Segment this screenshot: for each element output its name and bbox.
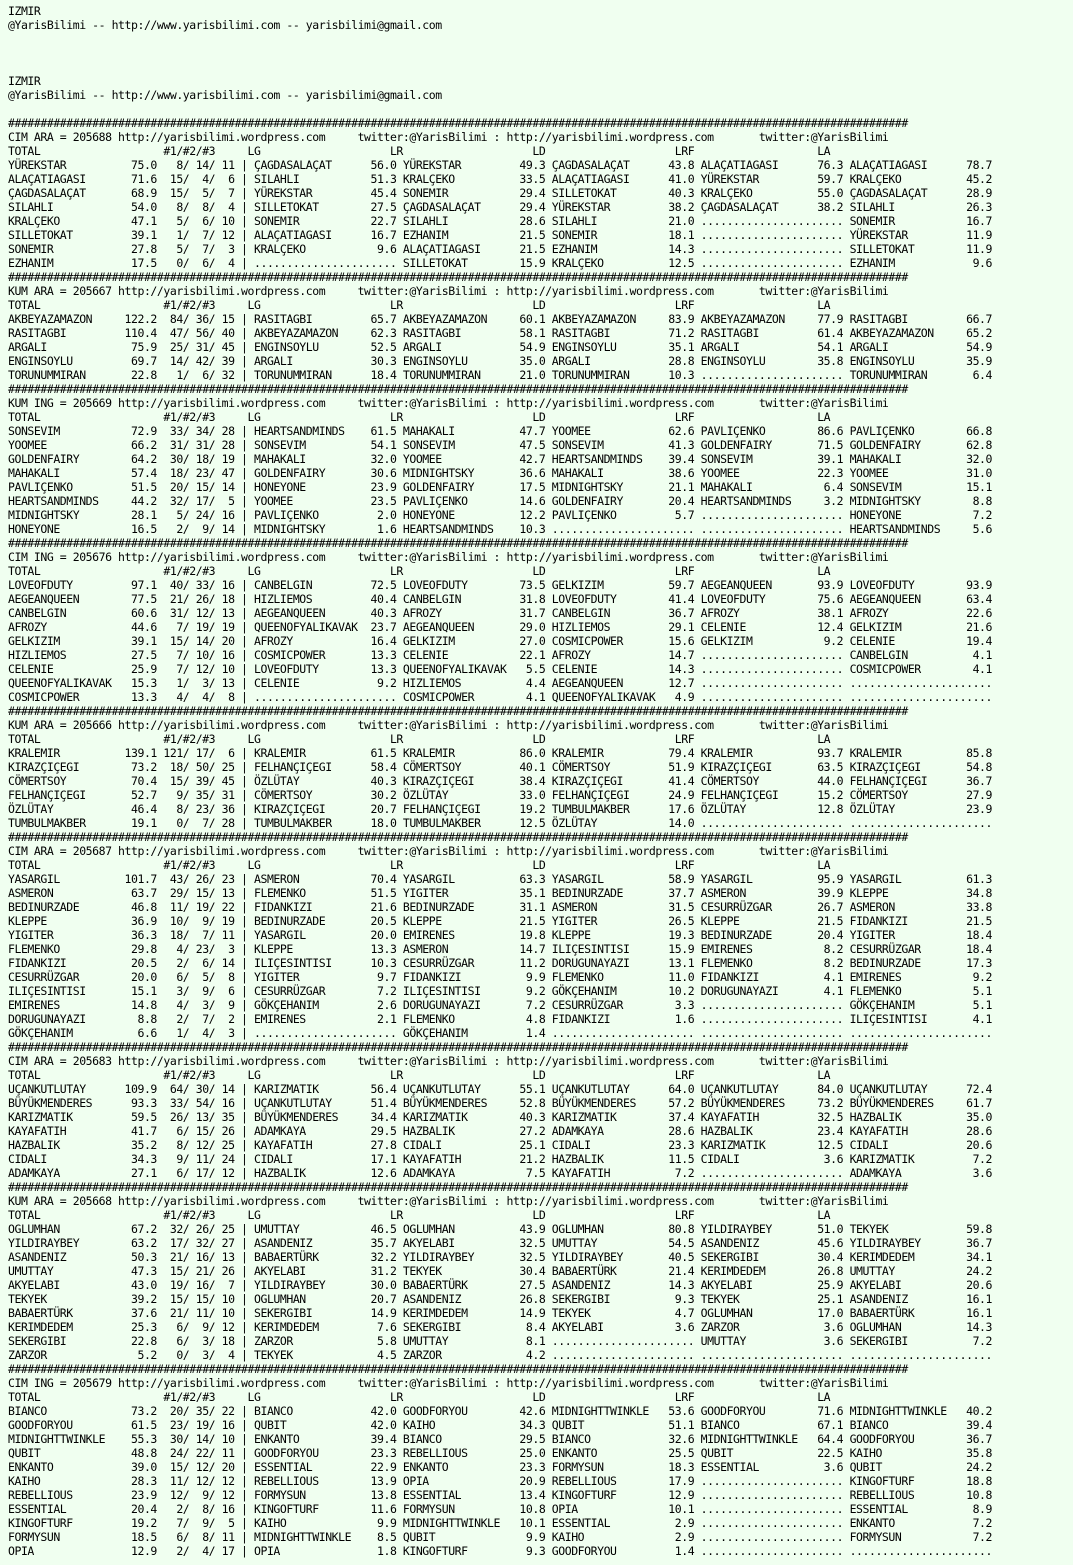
race-header: CIM ING = 205679 http://yarisbilimi.wordpress.com twitter:@YarisBilimi : http://yarisbilimi.wordpress.com twitter:@YarisBilimi xyxy=(8,1376,889,1390)
table-row: KERIMDEDEM 25.3 6/ 9/ 12 | KERIMDEDEM 7.6 SEKERGIBI 8.4 AKYELABI 3.6 ZARZOR 3.6 OGLUMHAN 14.3 xyxy=(8,1320,992,1334)
table-row: HAZBALIK 35.2 8/ 12/ 25 | KAYAFATIH 27.8 CIDALI 25.1 CIDALI 23.3 KARIZMATIK 12.5 CIDALI 20.6 xyxy=(8,1138,992,1152)
table-row: DORUGUNAYAZI 8.8 2/ 7/ 2 | EMIRENES 2.1 FLEMENKO 4.8 FIDANKIZI 1.6 ...................... ILIÇESINTISI 4.1 xyxy=(8,1012,992,1026)
table-row: ARGALI 75.9 25/ 31/ 45 | ENGINSOYLU 52.5 ARGALI 54.9 ENGINSOYLU 35.1 ARGALI 54.1 ARGALI 54.9 xyxy=(8,340,992,354)
table-row: MIDNIGHTTWINKLE 55.3 30/ 14/ 10 | ENKANTO 39.4 BIANCO 29.5 BIANCO 32.6 MIDNIGHTTWINKLE 64.4 GOODFORYOU 36.7 xyxy=(8,1432,992,1446)
race-header: CIM ING = 205676 http://yarisbilimi.wordpress.com twitter:@YarisBilimi : http://yarisbilimi.wordpress.com twitter:@YarisBilimi xyxy=(8,550,889,564)
separator-line: ########################################################################################################################################### xyxy=(8,1362,908,1376)
table-row: QUEENOFYALIKAVAK 15.3 1/ 3/ 13 | CELENIE 9.2 HIZLIEMOS 4.4 AEGEANQUEEN 12.7 ...................... ...................... xyxy=(8,676,992,690)
table-row: YÜREKSTAR 75.0 8/ 14/ 11 | ÇAGDASALAÇAT 56.0 YÜREKSTAR 49.3 ÇAGDASALAÇAT 43.8 ALAÇATIAGASI 76.3 ALAÇATIAGASI 78.7 xyxy=(8,158,992,172)
table-row: RASITAGBI 110.4 47/ 56/ 40 | AKBEYAZAMAZON 62.3 RASITAGBI 58.1 RASITAGBI 71.2 RASITAGBI 61.4 AKBEYAZAMAZON 65.2 xyxy=(8,326,992,340)
table-row: SILLETOKAT 39.1 1/ 7/ 12 | ALAÇATIAGASI 16.7 EZHANIM 21.5 SONEMIR 18.1 ...................... YÜREKSTAR 11.9 xyxy=(8,228,992,242)
table-row: TUMBULMAKBER 19.1 0/ 7/ 28 | TUMBULMAKBER 18.0 TUMBULMAKBER 12.5 ÖZLÜTAY 14.0 ...................... ...................... xyxy=(8,816,992,830)
table-row: CANBELGIN 60.6 31/ 12/ 13 | AEGEANQUEEN 40.3 AFROZY 31.7 CANBELGIN 36.7 AFROZY 38.1 AFROZY 22.6 xyxy=(8,606,992,620)
table-row: GOODFORYOU 61.5 23/ 19/ 16 | QUBIT 42.0 KAIHO 34.3 QUBIT 51.1 BIANCO 67.1 BIANCO 39.4 xyxy=(8,1418,992,1432)
table-row: SILAHLI 54.0 8/ 8/ 4 | SILLETOKAT 27.5 ÇAGDASALAÇAT 29.4 YÜREKSTAR 38.2 ÇAGDASALAÇAT 38.2 SILAHLI 26.3 xyxy=(8,200,992,214)
table-row: ÇAGDASALAÇAT 68.9 15/ 5/ 7 | YÜREKSTAR 45.4 SONEMIR 29.4 SILLETOKAT 40.3 KRALÇEKO 55.0 ÇAGDASALAÇAT 28.9 xyxy=(8,186,992,200)
separator-line: ########################################################################################################################################### xyxy=(8,1040,908,1054)
race-header: CIM ARA = 205683 http://yarisbilimi.wordpress.com twitter:@YarisBilimi : http://yarisbilimi.wordpress.com twitter:@YarisBilimi xyxy=(8,1054,889,1068)
table-row: MIDNIGHTSKY 28.1 5/ 24/ 16 | PAVLIÇENKO 2.0 HONEYONE 12.2 PAVLIÇENKO 5.7 ...................... HONEYONE 7.2 xyxy=(8,508,992,522)
table-row: FIDANKIZI 20.5 2/ 6/ 14 | ILIÇESINTISI 10.3 CESURRÜZGAR 11.2 DORUGUNAYAZI 13.1 FLEMENKO 8.2 BEDINURZADE 17.3 xyxy=(8,956,992,970)
table-row: AKYELABI 43.0 19/ 16/ 7 | YILDIRAYBEY 30.0 BABAERTÜRK 27.5 ASANDENIZ 14.3 AKYELABI 25.9 AKYELABI 20.6 xyxy=(8,1278,992,1292)
table-row: CIDALI 34.3 9/ 11/ 24 | CIDALI 17.1 KAYAFATIH 21.2 HAZBALIK 11.5 CIDALI 3.6 KARIZMATIK 7.2 xyxy=(8,1152,992,1166)
repeat-credit-line: @YarisBilimi -- http://www.yarisbilimi.com -- yarisbilimi@gmail.com xyxy=(8,88,442,102)
column-headers: TOTAL #1/#2/#3 LG LR LD LRF LA xyxy=(8,732,831,746)
table-row: ASANDENIZ 50.3 21/ 16/ 13 | BABAERTÜRK 32.2 YILDIRAYBEY 32.5 YILDIRAYBEY 40.5 SEKERGIBI 30.4 KERIMDEDEM 34.1 xyxy=(8,1250,992,1264)
table-row: ILIÇESINTISI 15.1 3/ 9/ 6 | CESURRÜZGAR 7.2 ILIÇESINTISI 9.2 GÖKÇEHANIM 10.2 DORUGUNAYAZI 4.1 FLEMENKO 5.1 xyxy=(8,984,992,998)
table-row: QUBIT 48.8 24/ 22/ 11 | GOODFORYOU 23.3 REBELLIOUS 25.0 ENKANTO 25.5 QUBIT 22.5 KAIHO 35.8 xyxy=(8,1446,992,1460)
column-headers: TOTAL #1/#2/#3 LG LR LD LRF LA xyxy=(8,1390,831,1404)
column-headers: TOTAL #1/#2/#3 LG LR LD LRF LA xyxy=(8,564,831,578)
spacer xyxy=(8,60,1073,74)
table-row: GÖKÇEHANIM 6.6 1/ 4/ 3 | ...................... GÖKÇEHANIM 1.4 ...................... ...................... ...................... xyxy=(8,1026,992,1040)
table-row: KLEPPE 36.9 10/ 9/ 19 | BEDINURZADE 20.5 KLEPPE 21.5 YIGITER 26.5 KLEPPE 21.5 FIDANKIZI 21.5 xyxy=(8,914,992,928)
table-row: KARIZMATIK 59.5 26/ 13/ 35 | BÜYÜKMENDERES 34.4 KARIZMATIK 40.3 KARIZMATIK 37.4 KAYAFATIH 32.5 HAZBALIK 35.0 xyxy=(8,1110,992,1124)
race-header: KUM ING = 205669 http://yarisbilimi.wordpress.com twitter:@YarisBilimi : http://yarisbilimi.wordpress.com twitter:@YarisBilimi xyxy=(8,396,889,410)
table-row: TORUNUMMIRAN 22.8 1/ 6/ 32 | TORUNUMMIRAN 18.4 TORUNUMMIRAN 21.0 TORUNUMMIRAN 10.3 ...................... TORUNUMMIRAN 6.4 xyxy=(8,368,992,382)
table-row: ALAÇATIAGASI 71.6 15/ 4/ 6 | SILAHLI 51.3 KRALÇEKO 33.5 ALAÇATIAGASI 41.0 YÜREKSTAR 59.7 KRALÇEKO 45.2 xyxy=(8,172,992,186)
race-table xyxy=(8,844,1073,1040)
table-row: AFROZY 44.6 7/ 19/ 19 | QUEENOFYALIKAVAK 23.7 AEGEANQUEEN 29.0 HIZLIEMOS 29.1 CELENIE 12.4 GELKIZIM 21.6 xyxy=(8,620,992,634)
table-row: KRALÇEKO 47.1 5/ 6/ 10 | SONEMIR 22.7 SILAHLI 28.6 SILAHLI 21.0 ...................... SONEMIR 16.7 xyxy=(8,214,992,228)
race-header: KUM ARA = 205668 http://yarisbilimi.wordpress.com twitter:@YarisBilimi : http://yarisbilimi.wordpress.com twitter:@YarisBilimi xyxy=(8,1194,889,1208)
column-headers: TOTAL #1/#2/#3 LG LR LD LRF LA xyxy=(8,858,831,872)
table-row: MAHAKALI 57.4 18/ 23/ 47 | GOLDENFAIRY 30.6 MIDNIGHTSKY 36.6 MAHAKALI 38.6 YOOMEE 22.3 YOOMEE 31.0 xyxy=(8,466,992,480)
separator-line: ########################################################################################################################################### xyxy=(8,830,908,844)
race-header: CIM ARA = 205688 http://yarisbilimi.wordpress.com twitter:@YarisBilimi : http://yarisbilimi.wordpress.com twitter:@YarisBilimi xyxy=(8,130,889,144)
table-row: YASARGIL 101.7 43/ 26/ 23 | ASMERON 70.4 YASARGIL 63.3 YASARGIL 58.9 YASARGIL 95.9 YASARGIL 61.3 xyxy=(8,872,992,886)
table-row: ENGINSOYLU 69.7 14/ 42/ 39 | ARGALI 30.3 ENGINSOYLU 35.0 ARGALI 28.8 ENGINSOYLU 35.8 ENGINSOYLU 35.9 xyxy=(8,354,992,368)
separator-line: ########################################################################################################################################### xyxy=(8,270,908,284)
table-row: ESSENTIAL 20.4 2/ 8/ 16 | KINGOFTURF 11.6 FORMYSUN 10.8 OPIA 10.1 ...................... ESSENTIAL 8.9 xyxy=(8,1502,992,1516)
repeat-title: IZMIR xyxy=(8,74,41,88)
race-table xyxy=(8,1054,1073,1180)
table-row: HEARTSANDMINDS 44.2 32/ 17/ 5 | YOOMEE 23.5 PAVLIÇENKO 14.6 GOLDENFAIRY 20.4 HEARTSANDMINDS 3.2 MIDNIGHTSKY 8.8 xyxy=(8,494,992,508)
table-row: SEKERGIBI 22.8 6/ 3/ 18 | ZARZOR 5.8 UMUTTAY 8.1 ...................... UMUTTAY 3.6 SEKERGIBI 7.2 xyxy=(8,1334,992,1348)
column-headers: TOTAL #1/#2/#3 LG LR LD LRF LA xyxy=(8,1068,831,1082)
table-row: CÖMERTSOY 70.4 15/ 39/ 45 | ÖZLÜTAY 40.3 KIRAZÇIÇEGI 38.4 KIRAZÇIÇEGI 41.4 CÖMERTSOY 44.0 FELHANÇIÇEGI 36.7 xyxy=(8,774,992,788)
table-row: ENKANTO 39.0 15/ 12/ 20 | ESSENTIAL 22.9 ENKANTO 23.3 FORMYSUN 18.3 ESSENTIAL 3.6 QUBIT 24.2 xyxy=(8,1460,992,1474)
table-row: ZARZOR 5.2 0/ 3/ 4 | TEKYEK 4.5 ZARZOR 4.2 ...................... ...................... ...................... xyxy=(8,1348,992,1362)
race-table xyxy=(8,130,1073,270)
column-headers: TOTAL #1/#2/#3 LG LR LD LRF LA xyxy=(8,144,831,158)
table-row: SONSEVIM 72.9 33/ 34/ 28 | HEARTSANDMINDS 61.5 MAHAKALI 47.7 YOOMEE 62.6 PAVLIÇENKO 86.6 PAVLIÇENKO 66.8 xyxy=(8,424,992,438)
spacer xyxy=(8,102,1073,116)
race-table xyxy=(8,718,1073,830)
race-table xyxy=(8,1376,1073,1558)
table-row: GOLDENFAIRY 64.2 30/ 18/ 19 | MAHAKALI 32.0 YOOMEE 42.7 HEARTSANDMINDS 39.4 SONSEVIM 39.1 MAHAKALI 32.0 xyxy=(8,452,992,466)
table-row: ASMERON 63.7 29/ 15/ 13 | FLEMENKO 51.5 YIGITER 35.1 BEDINURZADE 37.7 ASMERON 39.9 KLEPPE 34.8 xyxy=(8,886,992,900)
table-row: FORMYSUN 18.5 6/ 8/ 11 | MIDNIGHTTWINKLE 8.5 QUBIT 9.9 KAIHO 2.9 ...................... FORMYSUN 7.2 xyxy=(8,1530,992,1544)
table-row: YIGITER 36.3 18/ 7/ 11 | YASARGIL 20.0 EMIRENES 19.8 KLEPPE 19.3 BEDINURZADE 20.4 YIGITER 18.4 xyxy=(8,928,992,942)
table-row: AKBEYAZAMAZON 122.2 84/ 36/ 15 | RASITAGBI 65.7 AKBEYAZAMAZON 60.1 AKBEYAZAMAZON 83.9 AKBEYAZAMAZON 77.9 RASITAGBI 66.7 xyxy=(8,312,992,326)
table-row: REBELLIOUS 23.9 12/ 9/ 12 | FORMYSUN 13.8 ESSENTIAL 13.4 KINGOFTURF 12.9 ...................... REBELLIOUS 10.8 xyxy=(8,1488,992,1502)
race-table xyxy=(8,284,1073,382)
table-row: KIRAZÇIÇEGI 73.2 18/ 50/ 25 | FELHANÇIÇEGI 58.4 CÖMERTSOY 40.1 CÖMERTSOY 51.9 KIRAZÇIÇEGI 63.5 KIRAZÇIÇEGI 54.8 xyxy=(8,760,992,774)
column-headers: TOTAL #1/#2/#3 LG LR LD LRF LA xyxy=(8,410,831,424)
race-table xyxy=(8,396,1073,536)
table-row: ÖZLÜTAY 46.4 8/ 23/ 36 | KIRAZÇIÇEGI 20.7 FELHANÇIÇEGI 19.2 TUMBULMAKBER 17.6 ÖZLÜTAY 12.8 ÖZLÜTAY 23.9 xyxy=(8,802,992,816)
document-title: IZMIR xyxy=(8,4,41,18)
table-row: BÜYÜKMENDERES 93.3 33/ 54/ 16 | UÇANKUTLUTAY 51.4 BÜYÜKMENDERES 52.8 BÜYÜKMENDERES 57.2 BÜYÜKMENDERES 73.2 BÜYÜKMENDERES 61.7 xyxy=(8,1096,992,1110)
credit-line: @YarisBilimi -- http://www.yarisbilimi.com -- yarisbilimi@gmail.com xyxy=(8,18,442,32)
table-row: COSMICPOWER 13.3 4/ 4/ 8 | ...................... COSMICPOWER 4.1 QUEENOFYALIKAVAK 4.9 ...................... ...................... xyxy=(8,690,992,704)
race-table xyxy=(8,550,1073,704)
table-row: OGLUMHAN 67.2 32/ 26/ 25 | UMUTTAY 46.5 OGLUMHAN 43.9 OGLUMHAN 80.8 YILDIRAYBEY 51.0 TEKYEK 59.8 xyxy=(8,1222,992,1236)
table-row: UÇANKUTLUTAY 109.9 64/ 30/ 14 | KARIZMATIK 56.4 UÇANKUTLUTAY 55.1 UÇANKUTLUTAY 64.0 UÇANKUTLUTAY 84.0 UÇANKUTLUTAY 72.4 xyxy=(8,1082,992,1096)
table-row: PAVLIÇENKO 51.5 20/ 15/ 14 | HONEYONE 23.9 GOLDENFAIRY 17.5 MIDNIGHTSKY 21.1 MAHAKALI 6.4 SONSEVIM 15.1 xyxy=(8,480,992,494)
race-table xyxy=(8,1194,1073,1362)
table-row: YOOMEE 66.2 31/ 31/ 28 | SONSEVIM 54.1 SONSEVIM 47.5 SONSEVIM 41.3 GOLDENFAIRY 71.5 GOLDENFAIRY 62.8 xyxy=(8,438,992,452)
column-headers: TOTAL #1/#2/#3 LG LR LD LRF LA xyxy=(8,1208,831,1222)
table-row: HIZLIEMOS 27.5 7/ 10/ 16 | COSMICPOWER 13.3 CELENIE 22.1 AFROZY 14.7 ...................... CANBELGIN 4.1 xyxy=(8,648,992,662)
table-row: KAIHO 28.3 11/ 12/ 12 | REBELLIOUS 13.9 OPIA 20.9 REBELLIOUS 17.9 ...................... KINGOFTURF 18.8 xyxy=(8,1474,992,1488)
table-row: YILDIRAYBEY 63.2 17/ 32/ 27 | ASANDENIZ 35.7 AKYELABI 32.5 UMUTTAY 54.5 ASANDENIZ 45.6 YILDIRAYBEY 36.7 xyxy=(8,1236,992,1250)
race-header: CIM ARA = 205687 http://yarisbilimi.wordpress.com twitter:@YarisBilimi : http://yarisbilimi.wordpress.com twitter:@YarisBilimi xyxy=(8,844,889,858)
spacer xyxy=(8,46,1073,60)
table-row: KRALEMIR 139.1 121/ 17/ 6 | KRALEMIR 61.5 KRALEMIR 86.0 KRALEMIR 79.4 KRALEMIR 93.7 KRALEMIR 85.8 xyxy=(8,746,992,760)
table-row: KINGOFTURF 19.2 7/ 9/ 5 | KAIHO 9.9 MIDNIGHTTWINKLE 10.1 ESSENTIAL 2.9 ...................... ENKANTO 7.2 xyxy=(8,1516,992,1530)
table-row: UMUTTAY 47.3 15/ 21/ 26 | AKYELABI 31.2 TEKYEK 30.4 BABAERTÜRK 21.4 KERIMDEDEM 26.8 UMUTTAY 24.2 xyxy=(8,1264,992,1278)
table-row: EZHANIM 17.5 0/ 6/ 4 | ...................... SILLETOKAT 15.9 KRALÇEKO 12.5 ...................... EZHANIM 9.6 xyxy=(8,256,992,270)
table-row: LOVEOFDUTY 97.1 40/ 33/ 16 | CANBELGIN 72.5 LOVEOFDUTY 73.5 GELKIZIM 59.7 AEGEANQUEEN 93.9 LOVEOFDUTY 93.9 xyxy=(8,578,992,592)
table-row: HONEYONE 16.5 2/ 9/ 14 | MIDNIGHTSKY 1.6 HEARTSANDMINDS 10.3 ...................... ...................... HEARTSANDMINDS 5.6 xyxy=(8,522,992,536)
separator-line: ########################################################################################################################################### xyxy=(8,116,908,130)
table-row: SONEMIR 27.8 5/ 7/ 3 | KRALÇEKO 9.6 ALAÇATIAGASI 21.5 EZHANIM 14.3 ...................... SILLETOKAT 11.9 xyxy=(8,242,992,256)
table-row: AEGEANQUEEN 77.5 21/ 26/ 18 | HIZLIEMOS 40.4 CANBELGIN 31.8 LOVEOFDUTY 41.4 LOVEOFDUTY 75.6 AEGEANQUEEN 63.4 xyxy=(8,592,992,606)
spacer xyxy=(8,32,1073,46)
separator-line: ########################################################################################################################################### xyxy=(8,1180,908,1194)
table-row: FELHANÇIÇEGI 52.7 9/ 35/ 31 | CÖMERTSOY 30.2 ÖZLÜTAY 33.0 FELHANÇIÇEGI 24.9 FELHANÇIÇEGI 15.2 CÖMERTSOY 27.9 xyxy=(8,788,992,802)
race-header: KUM ARA = 205666 http://yarisbilimi.wordpress.com twitter:@YarisBilimi : http://yarisbilimi.wordpress.com twitter:@YarisBilimi xyxy=(8,718,889,732)
separator-line: ########################################################################################################################################### xyxy=(8,536,908,550)
table-row: CELENIE 25.9 7/ 12/ 10 | LOVEOFDUTY 13.3 QUEENOFYALIKAVAK 5.5 CELENIE 14.3 ...................... COSMICPOWER 4.1 xyxy=(8,662,992,676)
table-row: GELKIZIM 39.1 15/ 14/ 20 | AFROZY 16.4 GELKIZIM 27.0 COSMICPOWER 15.6 GELKIZIM 9.2 CELENIE 19.4 xyxy=(8,634,992,648)
table-row: OPIA 12.9 2/ 4/ 17 | OPIA 1.8 KINGOFTURF 9.3 GOODFORYOU 1.4 ...................... ...................... xyxy=(8,1544,992,1558)
separator-line: ########################################################################################################################################### xyxy=(8,382,908,396)
separator-line: ########################################################################################################################################### xyxy=(8,704,908,718)
table-row: BABAERTÜRK 37.6 21/ 11/ 10 | SEKERGIBI 14.9 KERIMDEDEM 14.9 TEKYEK 4.7 OGLUMHAN 17.0 BABAERTÜRK 16.1 xyxy=(8,1306,992,1320)
table-row: ADAMKAYA 27.1 6/ 17/ 12 | HAZBALIK 12.6 ADAMKAYA 7.5 KAYAFATIH 7.2 ...................... ADAMKAYA 3.6 xyxy=(8,1166,992,1180)
race-tables xyxy=(8,116,1073,1558)
column-headers: TOTAL #1/#2/#3 LG LR LD LRF LA xyxy=(8,298,831,312)
table-row: BEDINURZADE 46.8 11/ 19/ 22 | FIDANKIZI 21.6 BEDINURZADE 31.1 ASMERON 31.5 CESURRÜZGAR 26.7 ASMERON 33.8 xyxy=(8,900,992,914)
table-row: CESURRÜZGAR 20.0 6/ 5/ 8 | YIGITER 9.7 FIDANKIZI 9.9 FLEMENKO 11.0 FIDANKIZI 4.1 EMIRENES 9.2 xyxy=(8,970,992,984)
table-row: BIANCO 73.2 20/ 35/ 22 | BIANCO 42.0 GOODFORYOU 42.6 MIDNIGHTTWINKLE 53.6 GOODFORYOU 71.6 MIDNIGHTTWINKLE 40.2 xyxy=(8,1404,992,1418)
race-header: KUM ARA = 205667 http://yarisbilimi.wordpress.com twitter:@YarisBilimi : http://yarisbilimi.wordpress.com twitter:@YarisBilimi xyxy=(8,284,889,298)
table-row: TEKYEK 39.2 15/ 15/ 10 | OGLUMHAN 20.7 ASANDENIZ 26.8 SEKERGIBI 9.3 TEKYEK 25.1 ASANDENIZ 16.1 xyxy=(8,1292,992,1306)
table-row: FLEMENKO 29.8 4/ 23/ 3 | KLEPPE 13.3 ASMERON 14.7 ILIÇESINTISI 15.9 EMIRENES 8.2 CESURRÜZGAR 18.4 xyxy=(8,942,992,956)
table-row: EMIRENES 14.8 4/ 3/ 9 | GÖKÇEHANIM 2.6 DORUGUNAYAZI 7.2 CESURRÜZGAR 3.3 ...................... GÖKÇEHANIM 5.1 xyxy=(8,998,992,1012)
table-row: KAYAFATIH 41.7 6/ 15/ 26 | ADAMKAYA 29.5 HAZBALIK 27.2 ADAMKAYA 28.6 HAZBALIK 23.4 KAYAFATIH 28.6 xyxy=(8,1124,992,1138)
